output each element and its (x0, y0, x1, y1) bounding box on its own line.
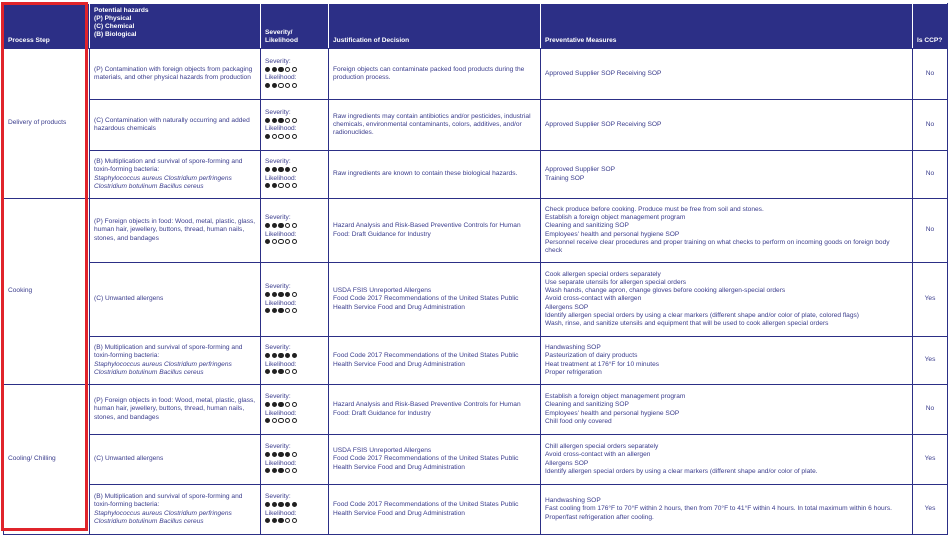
filled-dot-icon (278, 292, 283, 297)
empty-dot-icon (292, 518, 297, 523)
measure-item: Avoid cross-contact with allergen (545, 295, 642, 303)
empty-dot-icon (278, 83, 283, 88)
likelihood-rating (265, 468, 324, 476)
header-hazards-line: (C) Chemical (94, 22, 135, 30)
header-severity-line: Likelihood (265, 37, 298, 45)
table-row (4, 100, 948, 151)
empty-dot-icon (292, 67, 297, 72)
severity-rating (265, 452, 324, 460)
likelihood-label: Likelihood: (265, 74, 297, 81)
ccp-cell: Yes (913, 263, 948, 337)
haccp-table (3, 3, 948, 535)
likelihood-rating (265, 369, 324, 377)
hazard-organisms: Staphylococcus aureus Clostridium perfringens Clostridium botulinum Bacillus cereus (94, 360, 232, 376)
ccp-cell: Yes (913, 337, 948, 385)
measure-item: Personnel receive clear procedures and proper training on what checks to perform on incoming goods on foreign body check (545, 238, 890, 254)
hazard-text: (P) Foreign objects in food: Wood, metal, plastic, glass, human hair, jewellery, buttons, thread, human nails, stones, and bandages (94, 218, 256, 242)
justification-line: USDA FSIS Unreported Allergens (333, 287, 432, 295)
likelihood-rating (265, 183, 324, 191)
measures-cell (541, 100, 913, 151)
process-step-cell: Cooling/ Chilling (4, 385, 90, 535)
filled-dot-icon (272, 402, 277, 407)
likelihood-label: Likelihood: (265, 299, 297, 307)
filled-dot-icon (272, 167, 277, 172)
process-step-cell: Cooking (4, 199, 90, 385)
severity-likelihood-cell (261, 485, 329, 535)
measure-item: Heat treatment at 176°F for 10 minutes (545, 360, 660, 368)
empty-dot-icon (285, 239, 290, 244)
severity-likelihood-cell (261, 151, 329, 199)
empty-dot-icon (292, 239, 297, 244)
hazard-cell (90, 100, 261, 151)
hazard-text: (B) Multiplication and survival of spore-forming and toxin-forming bacteria: (94, 493, 243, 509)
filled-dot-icon (272, 223, 277, 228)
empty-dot-icon (292, 134, 297, 139)
severity-likelihood-cell (261, 435, 329, 485)
severity-rating (265, 167, 324, 175)
justification-cell: Hazard Analysis and Risk-Based Preventive Controls for Human Food: Draft Guidance for Industry (329, 199, 541, 263)
measure-item: Employees' health and personal hygiene SOP (545, 230, 680, 238)
severity-likelihood-cell (261, 263, 329, 337)
measure-item: Chill allergen special orders separately (545, 443, 659, 451)
filled-dot-icon (265, 353, 270, 358)
severity-rating (265, 66, 324, 74)
measure-item: Wash hands, change apron, change gloves before cooking allergen-special orders (545, 287, 786, 295)
measure-item: Proper refrigeration (545, 368, 602, 376)
empty-dot-icon (278, 418, 283, 423)
likelihood-label: Likelihood: (265, 459, 297, 467)
measure-item: Approved Supplier SOP (545, 166, 616, 174)
severity-rating (265, 117, 324, 125)
empty-dot-icon (292, 118, 297, 123)
hazard-text: (C) Contamination with naturally occurring and added hazardous chemicals (94, 116, 250, 132)
empty-dot-icon (278, 239, 283, 244)
severity-rating (265, 223, 324, 231)
filled-dot-icon (292, 353, 297, 358)
likelihood-rating (265, 308, 324, 316)
filled-dot-icon (265, 452, 270, 457)
filled-dot-icon (285, 502, 290, 507)
empty-dot-icon (292, 468, 297, 473)
measure-item: Training SOP (545, 174, 585, 182)
severity-label: Severity: (265, 283, 291, 291)
header-justification: Justification of Decision (329, 4, 541, 49)
filled-dot-icon (278, 468, 283, 473)
measure-item: Handwashing SOP (545, 497, 601, 505)
severity-likelihood-cell (261, 337, 329, 385)
empty-dot-icon (278, 183, 283, 188)
severity-rating (265, 353, 324, 361)
empty-dot-icon (285, 118, 290, 123)
table-row (4, 485, 948, 535)
measure-item: Avoid cross-contact with an allergen (545, 451, 651, 459)
measures-cell (541, 337, 913, 385)
empty-dot-icon (285, 402, 290, 407)
table-body (4, 49, 948, 535)
filled-dot-icon (265, 167, 270, 172)
empty-dot-icon (272, 418, 277, 423)
filled-dot-icon (265, 518, 270, 523)
likelihood-label: Likelihood: (265, 230, 297, 238)
hazard-organisms: Staphylococcus aureus Clostridium perfringens Clostridium botulinum Bacillus cereus (94, 509, 232, 525)
empty-dot-icon (285, 83, 290, 88)
filled-dot-icon (278, 502, 283, 507)
table-row (4, 435, 948, 485)
likelihood-rating (265, 239, 324, 247)
likelihood-rating (265, 82, 324, 90)
filled-dot-icon (278, 518, 283, 523)
measures-cell (541, 49, 913, 100)
measures-cell (541, 385, 913, 435)
filled-dot-icon (278, 223, 283, 228)
measure-item: Cleaning and sanitizing SOP (545, 401, 629, 409)
filled-dot-icon (278, 402, 283, 407)
filled-dot-icon (272, 452, 277, 457)
filled-dot-icon (285, 292, 290, 297)
measure-item: Check produce before cooking. Produce must be free from soil and stones. (545, 206, 764, 214)
measure-item: Handwashing SOP (545, 344, 601, 352)
measure-item: Wash, rinse, and sanitize utensils and equipment that will be used to cook allergen special orders (545, 319, 829, 327)
hazard-cell (90, 435, 261, 485)
likelihood-label: Likelihood: (265, 360, 297, 368)
empty-dot-icon (292, 223, 297, 228)
filled-dot-icon (278, 167, 283, 172)
hazard-cell (90, 385, 261, 435)
severity-label: Severity: (265, 344, 291, 352)
filled-dot-icon (265, 83, 270, 88)
justification-cell: Food Code 2017 Recommendations of the United States Public Health Service Food and Drug Administration (329, 337, 541, 385)
empty-dot-icon (292, 308, 297, 313)
ccp-cell: No (913, 151, 948, 199)
measure-item: Chill food only covered (545, 417, 612, 425)
ccp-cell: No (913, 385, 948, 435)
filled-dot-icon (265, 369, 270, 374)
likelihood-rating (265, 518, 324, 526)
filled-dot-icon (272, 308, 277, 313)
header-row (4, 4, 948, 49)
empty-dot-icon (272, 134, 277, 139)
header-hazards-line: Potential hazards (94, 7, 149, 14)
justification-cell: Raw ingredients may contain antibiotics and/or pesticides, industrial chemicals, environmental contaminants, colors, additives, and/or radionuclides. (329, 100, 541, 151)
header-severity-line: Severity/ (265, 29, 293, 37)
hazard-text: (P) Foreign objects in food: Wood, metal, plastic, glass, human hair, jewellery, buttons, thread, human nails, stones, and bandages (94, 397, 256, 421)
severity-label: Severity: (265, 57, 291, 65)
filled-dot-icon (278, 452, 283, 457)
hazard-text: (B) Multiplication and survival of spore-forming and toxin-forming bacteria: (94, 158, 243, 174)
measure-item: Establish a foreign object management program (545, 214, 686, 222)
filled-dot-icon (265, 67, 270, 72)
filled-dot-icon (272, 353, 277, 358)
empty-dot-icon (272, 239, 277, 244)
hazard-organisms: Staphylococcus aureus Clostridium perfringens Clostridium botulinum Bacillus cereus (94, 174, 232, 190)
justification-line: Food Code 2017 Recommendations of the United States Public Health Service Food and Drug Administration (333, 295, 519, 311)
empty-dot-icon (285, 67, 290, 72)
empty-dot-icon (285, 223, 290, 228)
severity-likelihood-cell (261, 100, 329, 151)
measure-item: Identify allergen special orders by using a clear markers (different shape and/or color of plate. (545, 467, 818, 475)
hazard-text: (C) Unwanted allergens (94, 455, 164, 463)
filled-dot-icon (272, 292, 277, 297)
filled-dot-icon (272, 83, 277, 88)
measure-item: Approved Supplier SOP Receiving SOP (545, 120, 662, 128)
severity-label: Severity: (265, 214, 291, 222)
empty-dot-icon (285, 518, 290, 523)
filled-dot-icon (265, 502, 270, 507)
empty-dot-icon (292, 369, 297, 374)
filled-dot-icon (272, 468, 277, 473)
filled-dot-icon (265, 308, 270, 313)
measure-item: Cook allergen special orders separately (545, 271, 661, 279)
empty-dot-icon (292, 402, 297, 407)
table-row (4, 151, 948, 199)
measures-cell (541, 199, 913, 263)
hazard-cell (90, 485, 261, 535)
measure-item: Fast cooling from 176°F to 70°F within 2 hours, then from 70°F to 41°F within 4 hours. In total maximum within 6 hours. (545, 505, 892, 513)
filled-dot-icon (265, 183, 270, 188)
hazard-cell (90, 49, 261, 100)
likelihood-rating (265, 133, 324, 141)
empty-dot-icon (285, 468, 290, 473)
measure-item: Employees' health and personal hygiene SOP (545, 409, 680, 417)
header-hazards (90, 4, 261, 49)
justification-line: Food Code 2017 Recommendations of the United States Public Health Service Food and Drug Administration (333, 455, 519, 471)
hazard-text: (C) Unwanted allergens (94, 295, 164, 303)
header-preventative: Preventative Measures (541, 4, 913, 49)
table-row (4, 337, 948, 385)
header-ccp: Is CCP? (913, 4, 948, 49)
justification-line: USDA FSIS Unreported Allergens (333, 447, 432, 455)
measure-item: Identify allergen special orders by using a clear markers (different shape and/or color of plate, colored flags) (545, 311, 859, 319)
filled-dot-icon (272, 518, 277, 523)
header-process-step: Process Step (4, 4, 90, 49)
severity-rating (265, 502, 324, 510)
empty-dot-icon (292, 292, 297, 297)
filled-dot-icon (265, 223, 270, 228)
justification-cell: Hazard Analysis and Risk-Based Preventive Controls for Human Food: Draft Guidance for Industry (329, 385, 541, 435)
empty-dot-icon (278, 134, 283, 139)
process-step-cell: Delivery of products (4, 49, 90, 199)
empty-dot-icon (292, 83, 297, 88)
measure-item: Proper/fast refrigeration after cooling. (545, 513, 654, 521)
filled-dot-icon (272, 183, 277, 188)
empty-dot-icon (292, 418, 297, 423)
hazard-cell (90, 337, 261, 385)
filled-dot-icon (265, 292, 270, 297)
hazard-cell (90, 151, 261, 199)
filled-dot-icon (278, 353, 283, 358)
hazard-cell (90, 199, 261, 263)
filled-dot-icon (278, 67, 283, 72)
filled-dot-icon (278, 118, 283, 123)
ccp-cell: No (913, 49, 948, 100)
severity-likelihood-cell (261, 199, 329, 263)
filled-dot-icon (278, 369, 283, 374)
measure-item: Pasteurization of dairy products (545, 352, 638, 360)
filled-dot-icon (278, 308, 283, 313)
empty-dot-icon (285, 369, 290, 374)
filled-dot-icon (265, 418, 270, 423)
filled-dot-icon (272, 67, 277, 72)
filled-dot-icon (272, 118, 277, 123)
filled-dot-icon (265, 134, 270, 139)
filled-dot-icon (265, 118, 270, 123)
likelihood-label: Likelihood: (265, 174, 297, 182)
likelihood-label: Likelihood: (265, 409, 297, 417)
hazard-text: (B) Multiplication and survival of spore-forming and toxin-forming bacteria: (94, 344, 243, 360)
measure-item: Cleaning and sanitizing SOP (545, 222, 629, 230)
justification-cell: Foreign objects can contaminate packed food products during the production process. (329, 49, 541, 100)
table-row (4, 263, 948, 337)
header-hazards-line: (P) Physical (94, 14, 132, 22)
header-hazards-line: (B) Biological (94, 30, 137, 38)
filled-dot-icon (272, 502, 277, 507)
justification-cell (329, 435, 541, 485)
measure-item: Allergens SOP (545, 303, 589, 311)
severity-label: Severity: (265, 158, 291, 166)
filled-dot-icon (285, 353, 290, 358)
filled-dot-icon (265, 402, 270, 407)
filled-dot-icon (265, 239, 270, 244)
empty-dot-icon (285, 183, 290, 188)
severity-label: Severity: (265, 393, 291, 401)
filled-dot-icon (292, 502, 297, 507)
justification-cell: Raw ingredients are known to contain these biological hazards. (329, 151, 541, 199)
ccp-cell: Yes (913, 435, 948, 485)
severity-label: Severity: (265, 108, 291, 116)
table-row (4, 385, 948, 435)
empty-dot-icon (292, 183, 297, 188)
measure-item: Use separate utensils for allergen special orders (545, 279, 687, 287)
severity-rating (265, 292, 324, 300)
hazard-text: (P) Contamination with foreign objects from packaging materials, and other physical hazards from production (94, 65, 253, 81)
filled-dot-icon (265, 468, 270, 473)
severity-label: Severity: (265, 443, 291, 451)
ccp-cell: No (913, 199, 948, 263)
measures-cell (541, 151, 913, 199)
table-row (4, 49, 948, 100)
measures-cell (541, 435, 913, 485)
empty-dot-icon (292, 167, 297, 172)
hazard-cell (90, 263, 261, 337)
likelihood-label: Likelihood: (265, 509, 297, 517)
measures-cell (541, 263, 913, 337)
measure-item: Approved Supplier SOP Receiving SOP (545, 69, 662, 77)
table-row (4, 199, 948, 263)
empty-dot-icon (285, 134, 290, 139)
severity-likelihood-cell (261, 385, 329, 435)
header-severity (261, 4, 329, 49)
justification-cell: Food Code 2017 Recommendations of the United States Public Health Service Food and Drug Administration (329, 485, 541, 535)
empty-dot-icon (292, 452, 297, 457)
filled-dot-icon (285, 452, 290, 457)
ccp-cell: Yes (913, 485, 948, 535)
empty-dot-icon (285, 418, 290, 423)
severity-likelihood-cell (261, 49, 329, 100)
filled-dot-icon (285, 167, 290, 172)
measure-item: Establish a foreign object management program (545, 393, 686, 401)
filled-dot-icon (272, 369, 277, 374)
likelihood-rating (265, 418, 324, 426)
ccp-cell: No (913, 100, 948, 151)
likelihood-label: Likelihood: (265, 125, 297, 132)
measures-cell (541, 485, 913, 535)
severity-label: Severity: (265, 493, 291, 501)
measure-item: Allergens SOP (545, 459, 589, 467)
justification-cell (329, 263, 541, 337)
severity-rating (265, 402, 324, 410)
empty-dot-icon (285, 308, 290, 313)
